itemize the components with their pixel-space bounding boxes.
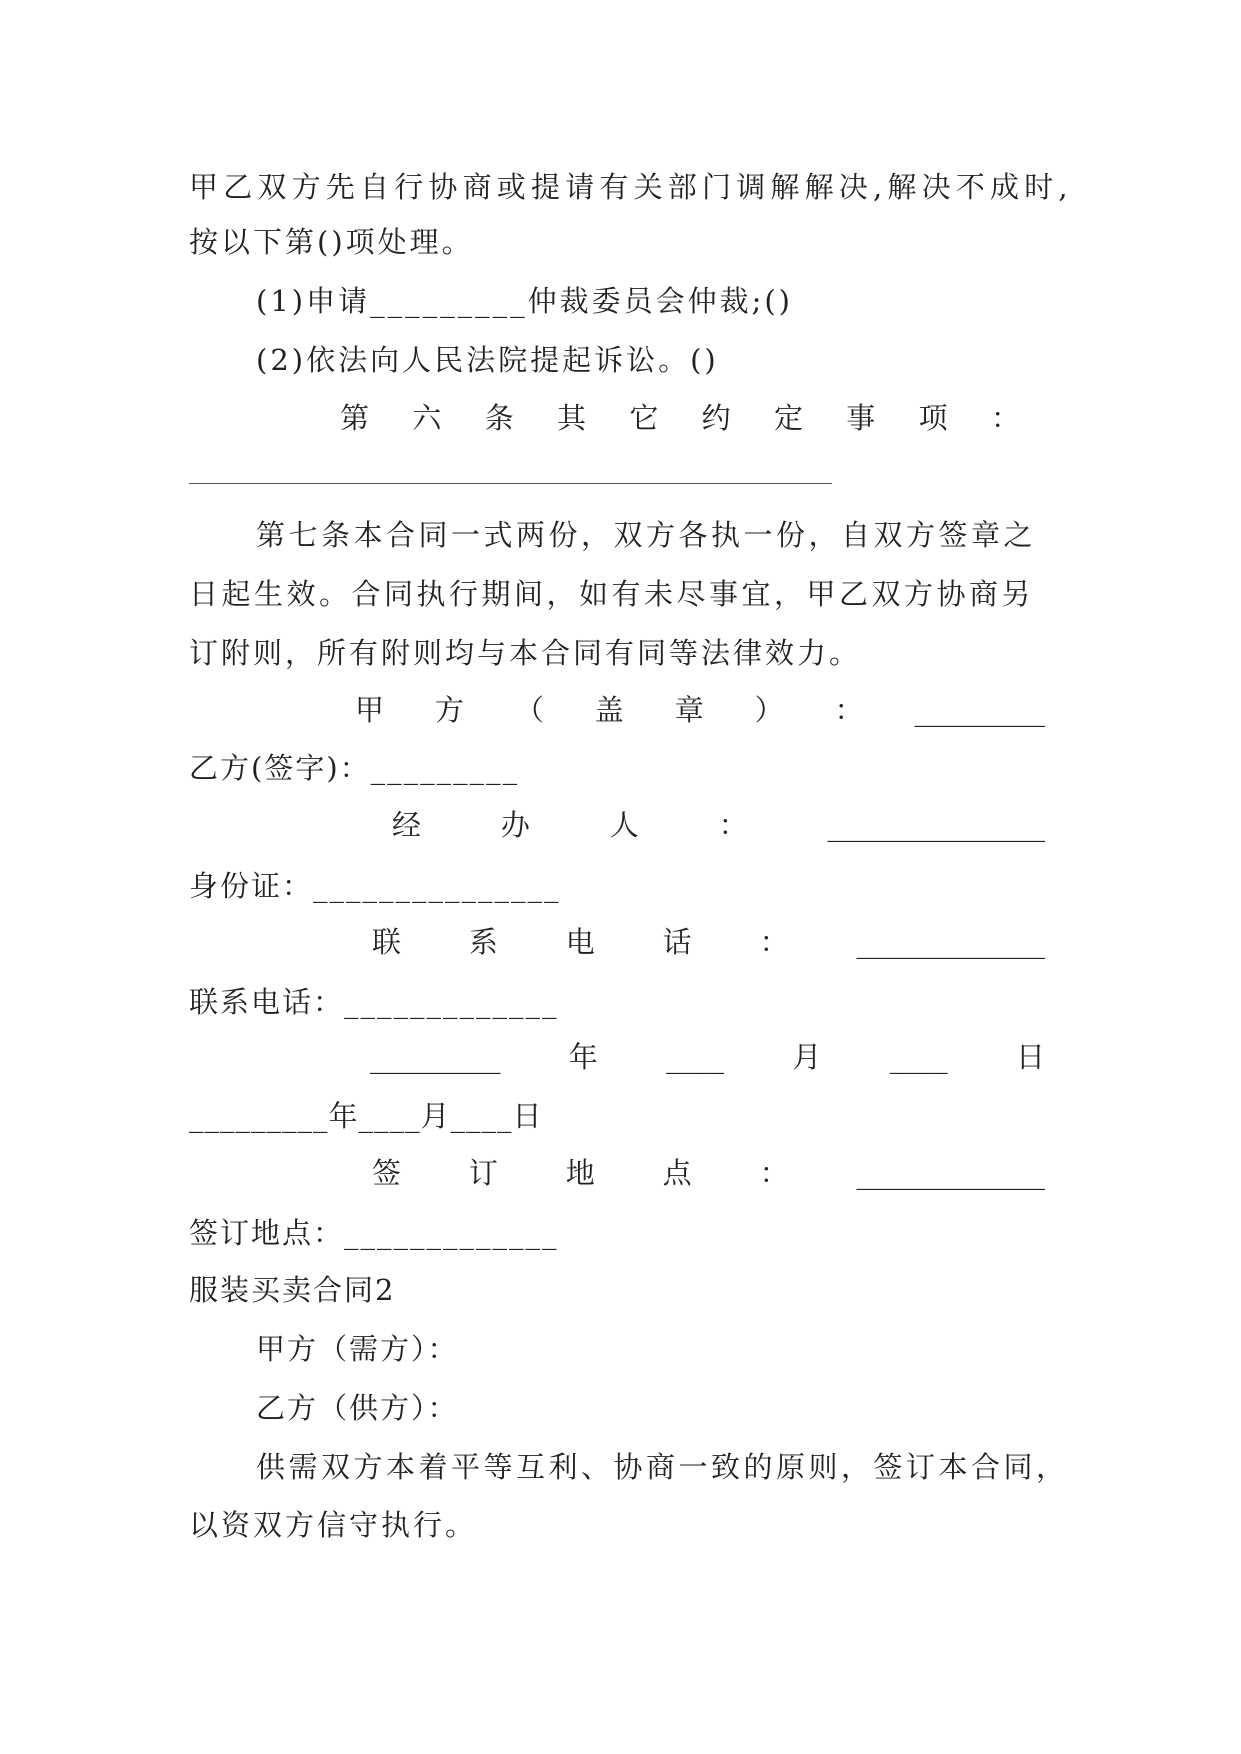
- sig-blank: _____________: [856, 925, 1045, 959]
- article-6-char: ：: [990, 401, 1020, 435]
- sig-char: ）: [754, 693, 784, 727]
- sig-char: 方: [434, 693, 464, 727]
- article-6-char: 项: [918, 401, 948, 435]
- article-6-char: 六: [412, 401, 442, 435]
- dispute-line-2: 按以下第()项处理。: [189, 225, 474, 259]
- place-b-line: 签订地点：_____________: [189, 1216, 559, 1250]
- article-7-line-2: 日起生效。合同执行期间，如有未尽事宜，甲乙双方协商另: [189, 577, 1035, 611]
- date-a-line: [370, 1037, 1045, 1077]
- contract-2-intro-line-2: 以资双方信守执行。: [189, 1508, 478, 1542]
- sig-char: 话: [662, 925, 692, 959]
- party-a-seal-line: [355, 690, 1045, 730]
- sig-char: 地: [565, 1156, 595, 1190]
- sig-char: 办: [500, 808, 530, 842]
- sig-char: ：: [718, 808, 748, 842]
- date-blank: _________: [370, 1040, 501, 1074]
- party-b-sign-line: 乙方(签字)：_________: [189, 751, 520, 785]
- sig-char: 联: [372, 925, 402, 959]
- id-card-line: 身份证：_______________: [189, 869, 561, 903]
- phone-a-line: [372, 922, 1045, 962]
- sig-char: 盖: [594, 693, 624, 727]
- sig-char: 人: [609, 808, 639, 842]
- contract-2-title: 服装买卖合同2: [189, 1273, 396, 1307]
- sig-char: 章: [674, 693, 704, 727]
- dispute-option-2: (2)依法向人民法院提起诉讼。(): [256, 343, 719, 377]
- article-7-line-1: 第七条本合同一式两份，双方各执一份，自双方签章之: [256, 518, 1037, 552]
- sig-blank: _______________: [827, 808, 1045, 842]
- contract-2-intro-line-1: 供需双方本着平等互利、协商一致的原则，签订本合同，: [256, 1450, 1069, 1484]
- date-blank: ____: [666, 1040, 725, 1074]
- article-6-heading: [340, 398, 1020, 438]
- date-char: 月: [792, 1040, 822, 1074]
- date-char: 年: [568, 1040, 598, 1074]
- sig-char: 订: [468, 1156, 498, 1190]
- sig-blank: _________: [914, 693, 1045, 727]
- dispute-option-1: (1)申请_________仲裁委员会仲裁;(): [256, 284, 793, 318]
- sig-char: 签: [372, 1156, 402, 1190]
- article-6-char: 事: [846, 401, 876, 435]
- article-6-char: 它: [629, 401, 659, 435]
- sig-char: ：: [759, 1156, 789, 1190]
- sig-char: 经: [392, 808, 422, 842]
- sig-char: ：: [759, 925, 789, 959]
- sig-char: 电: [565, 925, 595, 959]
- sig-char: 甲: [355, 693, 385, 727]
- sig-blank: _____________: [856, 1156, 1045, 1190]
- article-7-line-3: 订附则，所有附则均与本合同有同等法律效力。: [189, 636, 862, 670]
- handler-line: [392, 805, 1045, 845]
- article-6-char: 第: [340, 401, 370, 435]
- dispute-line-1: 甲乙双方先自行协商或提请有关部门调解解决,解决不成时,: [189, 170, 1073, 204]
- article-6-char: 条: [484, 401, 514, 435]
- date-char: 日: [1015, 1040, 1045, 1074]
- article-6-char: 约: [701, 401, 731, 435]
- sig-char: 点: [662, 1156, 692, 1190]
- place-a-line: [372, 1153, 1045, 1193]
- sig-char: （: [514, 693, 544, 727]
- sig-char: 系: [468, 925, 498, 959]
- contract-2-party-a: 甲方（需方）：: [256, 1332, 459, 1366]
- date-blank: ____: [889, 1040, 948, 1074]
- phone-b-line: 联系电话：_____________: [189, 985, 559, 1019]
- date-b-line: _________年____月____日: [189, 1099, 543, 1133]
- sig-char: ：: [834, 693, 864, 727]
- contract-2-party-b: 乙方（供方）：: [256, 1391, 459, 1425]
- article-6-blank-line: [189, 483, 832, 484]
- article-6-char: 定: [773, 401, 803, 435]
- article-6-char: 其: [556, 401, 586, 435]
